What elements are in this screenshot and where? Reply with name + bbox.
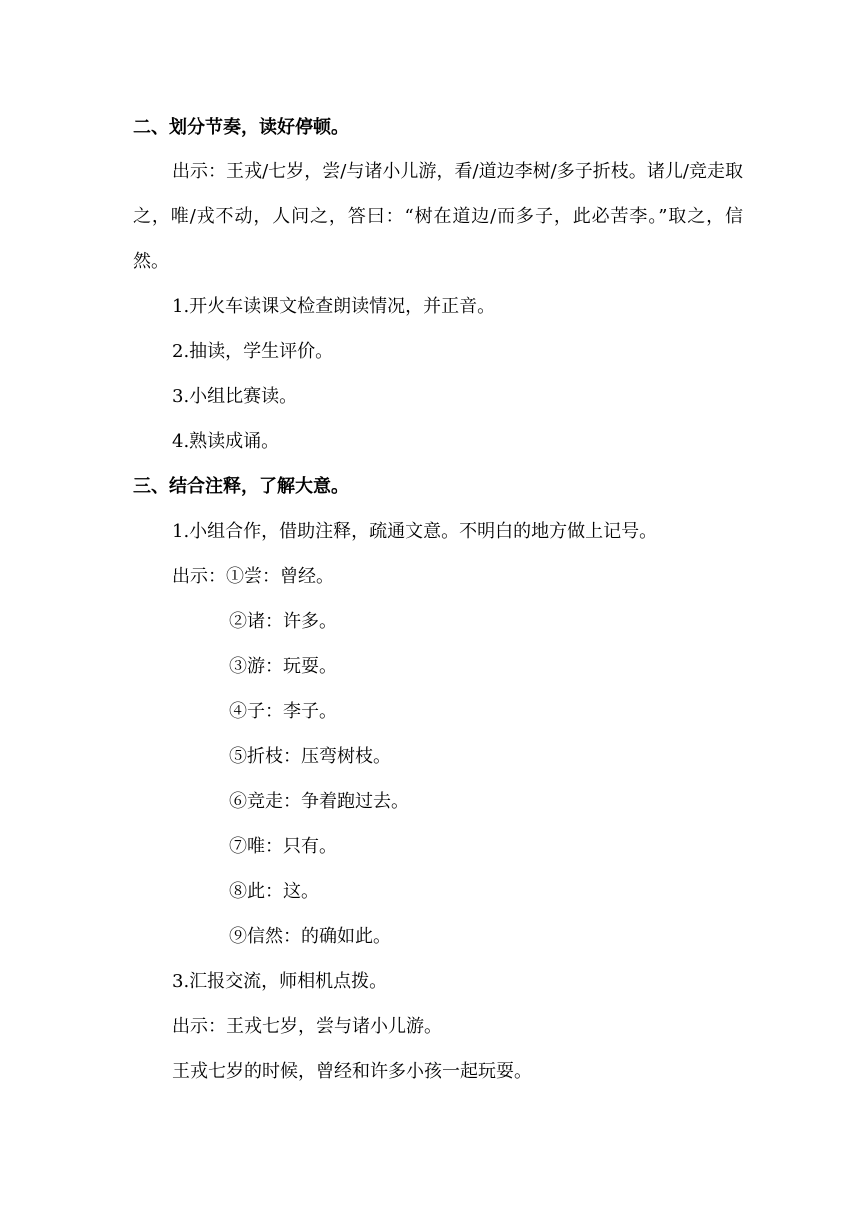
section-2-step-4: 4.熟读成诵。 (172, 431, 280, 452)
note-item: ⑨信然：的确如此。 (229, 926, 391, 947)
section-2-quote: 出示：王戎/七岁，尝/与诸小儿游，看/道边李树/多子折枝。诸儿/竞走取之，唯/戎不动，人问之，答曰：“树在道边/而多子，此必苦李。”取之，信然。 (133, 161, 743, 272)
show-line: 出示：王戎七岁，尝与诸小儿游。 (172, 1016, 442, 1037)
section-2-step-3: 3.小组比赛读。 (172, 386, 298, 407)
note-item: ⑦唯：只有。 (229, 836, 337, 857)
note-item: ④子：李子。 (229, 701, 337, 722)
note-item: ⑥竞走：争着跑过去。 (229, 791, 409, 812)
note-item: ③游：玩耍。 (229, 656, 337, 677)
section-3-heading: 三、结合注释，了解大意。 (133, 476, 349, 497)
section-3-step-3: 3.汇报交流，师相机点拨。 (172, 971, 388, 992)
section-3-step-1: 1.小组合作，借助注释，疏通文意。不明白的地方做上记号。 (172, 521, 658, 542)
note-item: ⑧此：这。 (229, 881, 319, 902)
note-item: ②诸：许多。 (229, 611, 337, 632)
section-2-step-1: 1.开火车读课文检查朗读情况，并正音。 (172, 296, 496, 317)
notes-intro: 出示：①尝：曾经。 (172, 566, 334, 587)
translation-line: 王戎七岁的时候，曾经和许多小孩一起玩耍。 (172, 1061, 532, 1082)
note-item: ⑤折枝：压弯树枝。 (229, 746, 391, 767)
section-2-heading: 二、划分节奏，读好停顿。 (133, 117, 349, 138)
section-2-step-2: 2.抽读，学生评价。 (172, 341, 334, 362)
section-2-quote-paragraph (133, 149, 743, 284)
